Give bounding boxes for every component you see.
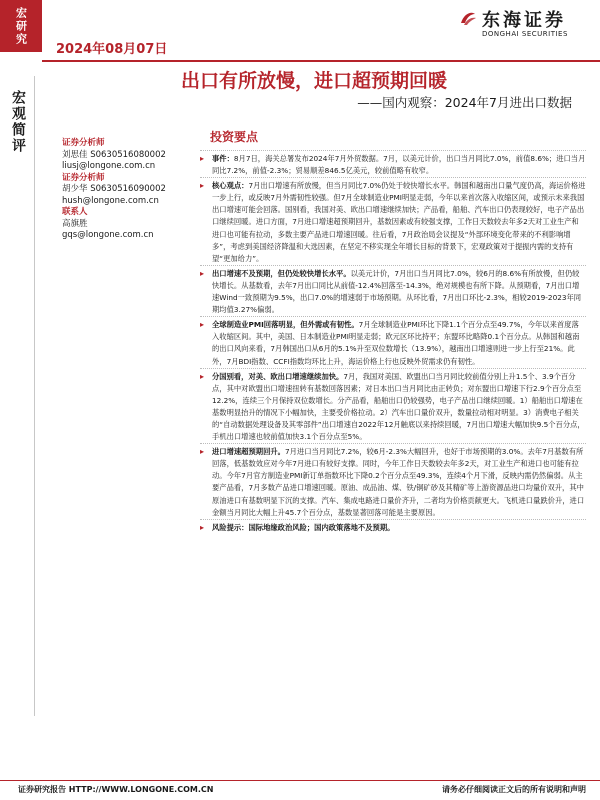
point-by-country: ▸ 分国别看，对美、欧出口增速继续加快。7月，我国对美国、欧盟出口当月同比较前值分别上升1.5个、3.9个百分点，其中对欧盟出口增速扭转有基数回落因素；对日本出口当月同比由正转负；对东盟出口增速下行2.9个百分点至12.2%，连续三个月保持双位数增长。分产品看，船舶出口仍较强势，电子产品出口继续回暖。1）船舶出口增速在基数明显抬升的情况下小幅加快，主要受价格拉动。2）汽车出口量价双升，数量拉动相对明显。3）消费电子相关的“自动数据处理设备及其零部件”出口增速自2022年12月触底以来持续回暖，7月出口增速大幅加快9.5个百分点，手机出口增速也较前值加快3.1个百分点至5%。 [200,368,586,444]
key-points-list [200,150,586,534]
point-core-view: ▸ 核心观点：7月出口增速有所放慢，但当月同比7.0%仍处于较快增长水平。韩国和越南出口量气度仍高，海运价格进一步上行，或反映7月外需韧性较强。但7月全球制造业PMI明显走弱，今年以来首次落入收缩区间，或预示未来我国出口增速可能会回落。国别看，我国对美、欧出口增速继续加快；产品看，船舶、汽车出口仍表现较好，电子产品出口继续回暖。进口方面，7月进口增速超预期回升，基数因素或有较强支撑，工作日天数较去年多2天对工业生产和进口也可能有拉动，多数主要产品进口增速回暖。往后看，7月政治局会议提及“外部环境变化带来的不利影响增多”，考虑到美国经济降温和大选因素，在坚定不移实现全年增长目标的背景下，宏观政策对于提振内需的支持有望“更加给力”。 [200,177,586,265]
logo-text-en: DONGHAI SECURITIES [482,30,568,38]
report-type-tag: 宏研究 [0,0,42,52]
analyst1-name: 刘思佳 S0630516080002 [62,149,166,160]
analyst1-email[interactable]: liusj@longone.com.cn [62,161,156,171]
analyst2-label: 证券分析师 [62,172,105,183]
logo-mark-icon [458,8,478,28]
point-export-growth: ▸ 出口增速不及预期，但仍处较快增长水平。以美元计价，7月出口当月同比7.0%，较6月的8.6%有所放慢，但仍较快增长。从基数看，去年7月出口同比从前值-12.4%回落至-14.3%，绝对规模也有所下降。从预期看，7月出口增速Wind一致预期为9.5%，出口7.0%的增速弱于市场预期。从环比看，7月出口环比-2.3%，相较2019-2023年同期均值3.27%偏弱。 [200,265,586,316]
footer-divider [0,780,600,781]
left-sidebar [0,76,35,716]
contact-email[interactable]: gqs@longone.com.cn [62,230,154,240]
contact-name: 高旗胜 [62,218,88,229]
contact-label: 联系人 [62,207,88,217]
analyst2-email[interactable]: hush@longone.com.cn [62,195,159,206]
point-global-pmi: ▸ 全球制造业PMI回落明显，但外需或有韧性。7月全球制造业PMI环比下降1.1个百分点至49.7%，今年以来首度落入收缩区间。其中，美国、日本制造业PMI明显走弱；欧元区环比持平；东盟环比略降0.1个百分点。从韩国和越南的出口风向来看，7月韩国出口从6月的5.1%升至双位数增长（13.9%），越南出口增速则进一步上行至21%。此外，7月BDI指数、CCFI指数均环比上升，海运价格上行也反映外贸需求仍有韧性。 [200,316,586,367]
report-date: 2024年08月07日 [56,42,168,57]
brand-logo [458,6,588,42]
footer-disclaimer: 请务必仔细阅读正文后的所有说明和声明 [442,785,586,794]
header-divider [42,60,600,62]
page-title: 出口有所放慢，进口超预期回暖 [180,70,447,92]
analyst2-name: 胡少华 S0630516090002 [62,184,166,194]
point-event: ▸ 事件：8月7日，海关总署发布2024年7月外贸数据。7月，以美元计价，出口当月同比7.0%，前值8.6%；进口当月同比7.2%，前值-2.3%；贸易顺差846.5亿美元，较前值略有收窄。 [200,150,586,177]
analyst-contacts [62,138,190,242]
page-subtitle: ——国内观察：2024年7月进出口数据 [357,95,572,110]
key-points-heading: 投资要点 [210,130,259,144]
side-title: 宏观简评 [10,90,26,154]
logo-text-cn: 东海证券 [482,10,566,31]
point-risk-notice: ▸ 风险提示：国际地缘政治风险；国内政策落地不及预期。 [200,519,586,534]
footer-website[interactable]: 证券研究报告 HTTP://WWW.LONGONE.COM.CN [18,785,214,794]
point-import-growth: ▸ 进口增速超预期回升。7月进口当月同比7.2%，较6月-2.3%大幅回升，也好于市场预期的3.0%。去年7月基数有所回落，低基数效应对今年7月进口有较好支撑。同时，今年工作日天数较去年多2天，对工业生产和进口也可能有拉动。今年7月官方制造业PMI新订单指数环比下降0.2个百分点至49.3%，连续4个月下滑，反映内需仍然偏弱。从主要产品看，7月多数产品进口增速回暖。原油、成品油、煤、铁/铜矿砂及其精矿等上游资源品进口均量价双升，其中原油进口有基数明显下沉的支撑。汽车、集成电路进口量价齐升，二者均为价格贡献更大。飞机进口量跌价升，进口金额当月同比大幅上升45.7个百分点，基数显著回落可能是主要原因。 [200,443,586,519]
analyst-label: 证券分析师 [62,138,105,148]
